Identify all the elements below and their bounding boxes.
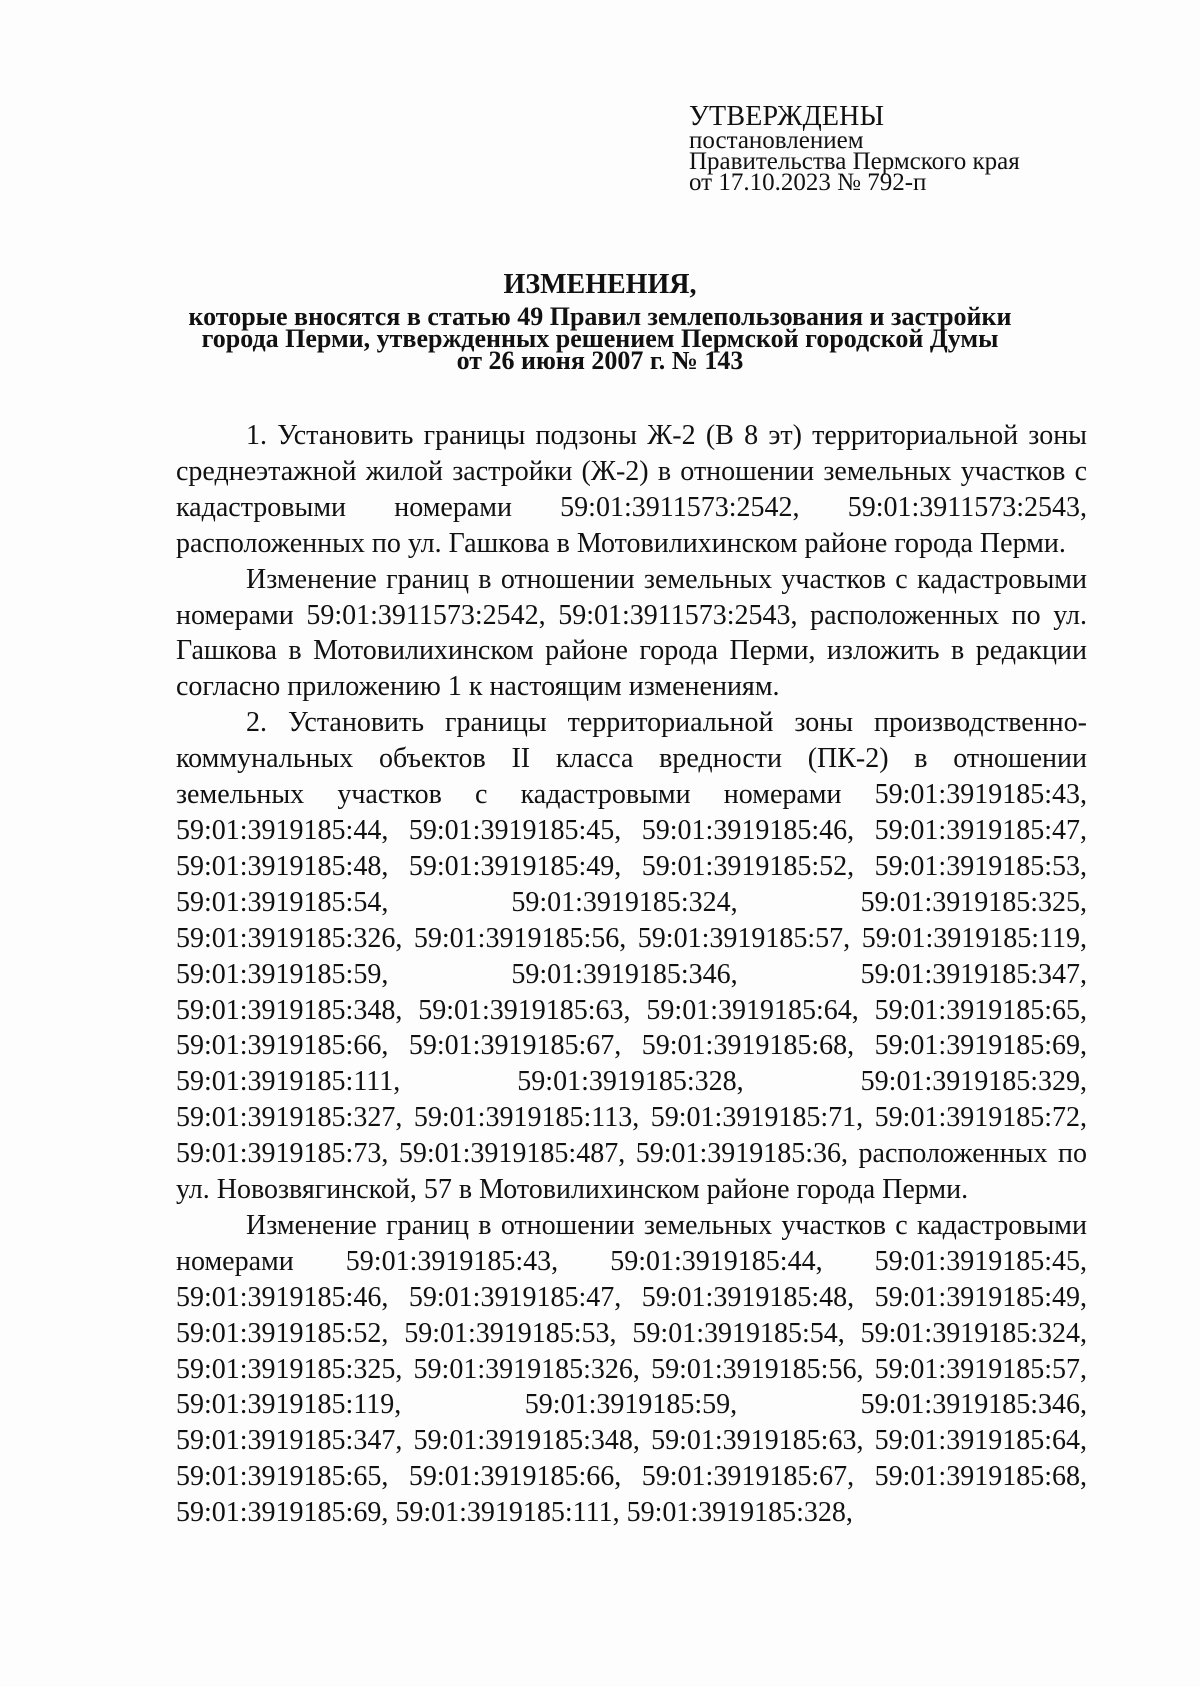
approval-line-2: Правительства Пермского края bbox=[689, 148, 1020, 175]
subtitle-line-1: которые вносятся в статью 49 Правил землепользования и застройки bbox=[188, 302, 1012, 331]
approval-line-1: постановлением bbox=[689, 127, 864, 154]
document-body bbox=[176, 418, 1087, 1531]
approval-block bbox=[689, 101, 1109, 196]
subtitle-line-3: от 26 июня 2007 г. № 143 bbox=[456, 346, 744, 375]
paragraph-1: 1. Установить границы подзоны Ж-2 (В 8 эт) территориальной зоны среднеэтажной жилой застройки (Ж-2) в отношении земельных участков с кадастровыми номерами 59:01:3911573:2542, 59:01:3911573:2543, расположенных по ул. Гашкова в Мотовилихинском районе города Перми. bbox=[176, 420, 1087, 559]
subtitle-line-2: города Перми, утвержденных решением Пермской городской Думы bbox=[201, 324, 999, 353]
paragraph-2: Изменение границ в отношении земельных участков с кадастровыми номерами 59:01:3911573:2542, 59:01:3911573:2543, расположенных по ул. Гашкова в Мотовилихинском районе города Перми, изложить в редакции согласно приложению 1 к настоящим изменениям. bbox=[176, 563, 1087, 703]
paragraph-4: Изменение границ в отношении земельных участков с кадастровыми номерами 59:01:3919185:43, 59:01:3919185:44, 59:01:3919185:45, 59:01:3919185:46, 59:01:3919185:47, 59:01:3919185:48, 59:01:3919185:49, 59:01:3919185:52, 59:01:3919185:53, 59:01:3919185:54, 59:01:3919185:324, 59:01:3919185:325, 59:01:3919185:326, 59:01:3919185:56, 59:01:3919185:57, 59:01:3919185:119, 59:01:3919185:59, 59:01:3919185:346, 59:01:3919185:347, 59:01:3919185:348, 59:01:3919185:63, 59:01:3919185:64, 59:01:3919185:65, 59:01:3919185:66, 59:01:3919185:67, 59:01:3919185:68, 59:01:3919185:69, 59:01:3919185:111, 59:01:3919185:328, bbox=[176, 1209, 1087, 1529]
document-title: ИЗМЕНЕНИЯ, bbox=[503, 269, 697, 300]
paragraph-3: 2. Установить границы территориальной зоны производственно-коммунальных объектов II класса вредности (ПК-2) в отношении земельных участков с кадастровыми номерами 59:01:3919185:43, 59:01:3919185:44, 59:01:3919185:45, 59:01:3919185:46, 59:01:3919185:47, 59:01:3919185:48, 59:01:3919185:49, 59:01:3919185:52, 59:01:3919185:53, 59:01:3919185:54, 59:01:3919185:324, 59:01:3919185:325, 59:01:3919185:326, 59:01:3919185:56, 59:01:3919185:57, 59:01:3919185:119, 59:01:3919185:59, 59:01:3919185:346, 59:01:3919185:347, 59:01:3919185:348, 59:01:3919185:63, 59:01:3919185:64, 59:01:3919185:65, 59:01:3919185:66, 59:01:3919185:67, 59:01:3919185:68, 59:01:3919185:69, 59:01:3919185:111, 59:01:3919185:328, 59:01:3919185:329, 59:01:3919185:327, 59:01:3919185:113, 59:01:3919185:71, 59:01:3919185:72, 59:01:3919185:73, 59:01:3919185:487, 59:01:3919185:36, расположенных по ул. Новозвягинской, 57 в Мотовилихинском районе города Перми. bbox=[176, 707, 1087, 1206]
approval-line-3: от 17.10.2023 № 792-п bbox=[689, 169, 927, 196]
approval-stamp: УТВЕРЖДЕНЫ bbox=[689, 101, 885, 132]
document-subtitle bbox=[0, 302, 1200, 375]
